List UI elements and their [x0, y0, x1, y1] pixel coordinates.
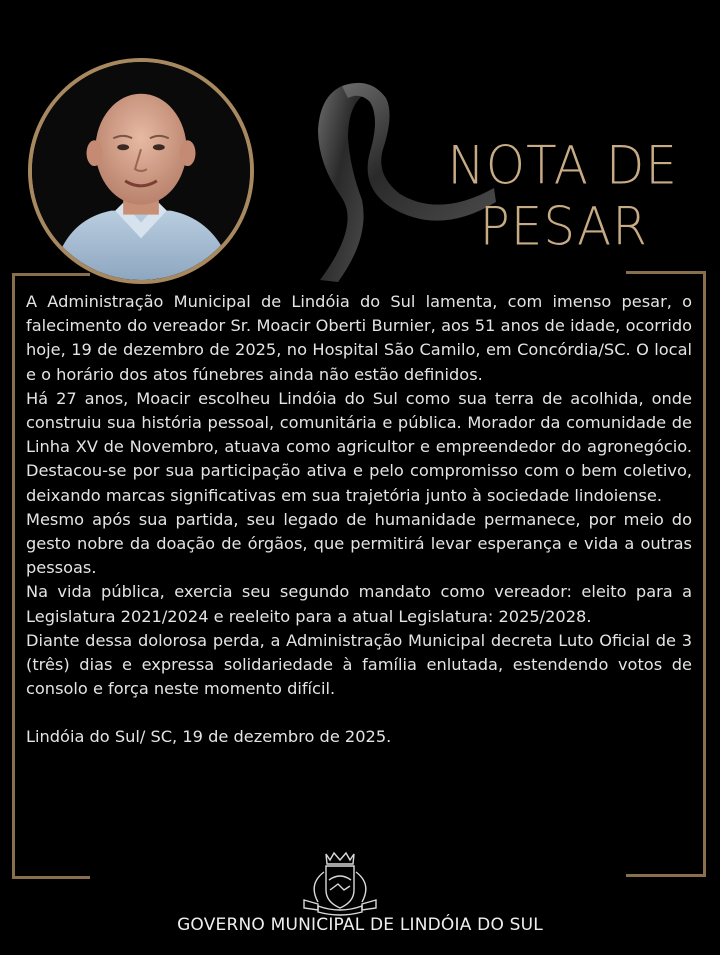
notice-title — [430, 135, 700, 257]
paragraph-5: Diante dessa dolorosa perda, a Administração Municipal decreta Luto Oficial de 3 (três) dias e expressa solidariedade à família enlutada, estendendo votos de consolo e força neste momento difícil. — [26, 630, 692, 699]
paragraph-3: Mesmo após sua partida, seu legado de humanidade permanece, por meio do gesto nobre da doação de órgãos, que permitirá levar esperança e vida a outras pessoas. — [26, 509, 692, 578]
municipal-crest-icon — [298, 850, 382, 916]
notice-body — [26, 290, 692, 750]
date-signature: Lindóia do Sul/ SC, 19 de dezembro de 2025. — [26, 727, 392, 747]
paragraph-2: Há 27 anos, Moacir escolheu Lindóia do Sul como sua terra de acolhida, onde construiu sua história pessoal, comunitária e pública. Morador da comunidade de Linha XV de Novembro, atuava como agricultor e empreendedor do agronegócio. Destacou-se por sua participação ativa e pelo compromisso com o bem coletivo, deixando marcas significativas em sua trajetória junto à sociedade lindoiense. — [26, 388, 692, 505]
paragraph-4: Na vida pública, exercia seu segundo mandato como vereador: eleito para a Legislatura 2021/2024 e reeleito para a atual Legislatura: 2025/2028. — [26, 582, 692, 626]
title-line-1: NOTA DE — [447, 135, 678, 196]
portrait-photo — [28, 58, 254, 284]
footer-government-name: GOVERNO MUNICIPAL DE LINDÓIA DO SUL — [177, 915, 543, 935]
paragraph-1: A Administração Municipal de Lindóia do Sul lamenta, com imenso pesar, o falecimento do vereador Sr. Moacir Oberti Burnier, aos 51 anos de idade, ocorrido hoje, 19 de dezembro de 2025, no Hospital São Camilo, em Concórdia/SC. O local e o horário dos atos fúnebres ainda não estão definidos. — [26, 292, 692, 384]
portrait-illustration — [32, 62, 250, 280]
title-line-2: PESAR — [479, 196, 648, 257]
